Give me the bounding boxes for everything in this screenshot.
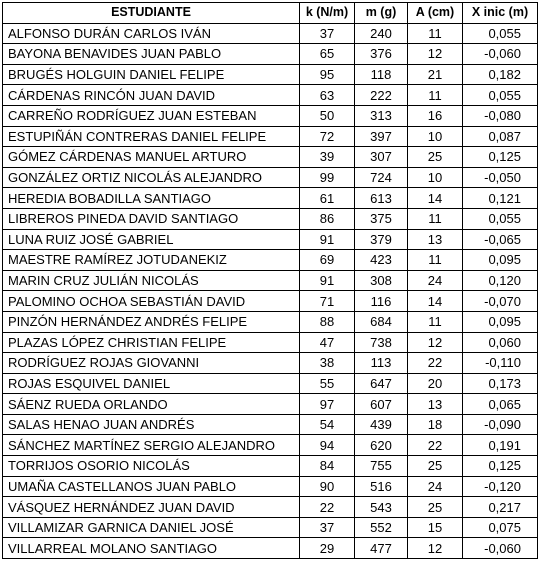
x-inic-cell: 0,217 — [463, 497, 538, 518]
x-inic-cell: 0,055 — [463, 85, 538, 106]
a-cell: 11 — [408, 311, 463, 332]
k-cell: 39 — [300, 147, 355, 168]
table-row — [3, 476, 538, 497]
x-inic-cell: -0,070 — [463, 291, 538, 312]
m-cell: 375 — [355, 208, 408, 229]
x-inic-cell: 0,120 — [463, 270, 538, 291]
student-name-cell: BRUGÉS HOLGUIN DANIEL FELIPE — [3, 64, 300, 85]
k-cell: 55 — [300, 373, 355, 394]
table-row — [3, 373, 538, 394]
x-inic-cell: -0,050 — [463, 167, 538, 188]
student-name-cell: PINZÓN HERNÁNDEZ ANDRÉS FELIPE — [3, 311, 300, 332]
table-row — [3, 105, 538, 126]
x-inic-cell: 0,055 — [463, 23, 538, 44]
k-cell: 71 — [300, 291, 355, 312]
student-name-cell: GONZÁLEZ ORTIZ NICOLÁS ALEJANDRO — [3, 167, 300, 188]
x-inic-cell: -0,080 — [463, 105, 538, 126]
table-row — [3, 311, 538, 332]
student-name-cell: LIBREROS PINEDA DAVID SANTIAGO — [3, 208, 300, 229]
a-cell: 12 — [408, 538, 463, 559]
a-cell: 21 — [408, 64, 463, 85]
k-cell: 84 — [300, 456, 355, 477]
student-name-cell: BAYONA BENAVIDES JUAN PABLO — [3, 44, 300, 65]
student-name-cell: GÓMEZ CÁRDENAS MANUEL ARTURO — [3, 147, 300, 168]
k-cell: 88 — [300, 311, 355, 332]
a-cell: 10 — [408, 167, 463, 188]
k-cell: 94 — [300, 435, 355, 456]
student-name-cell: SÁENZ RUEDA ORLANDO — [3, 394, 300, 415]
header-m: m (g) — [355, 3, 408, 24]
m-cell: 620 — [355, 435, 408, 456]
x-inic-cell: 0,125 — [463, 456, 538, 477]
x-inic-cell: 0,065 — [463, 394, 538, 415]
x-inic-cell: 0,173 — [463, 373, 538, 394]
header-k: k (N/m) — [300, 3, 355, 24]
a-cell: 24 — [408, 476, 463, 497]
a-cell: 25 — [408, 497, 463, 518]
a-cell: 12 — [408, 332, 463, 353]
table-row — [3, 229, 538, 250]
k-cell: 37 — [300, 517, 355, 538]
m-cell: 308 — [355, 270, 408, 291]
x-inic-cell: 0,125 — [463, 147, 538, 168]
x-inic-cell: -0,065 — [463, 229, 538, 250]
k-cell: 65 — [300, 44, 355, 65]
table-row — [3, 435, 538, 456]
table-row — [3, 394, 538, 415]
student-name-cell: MAESTRE RAMÍREZ JOTUDANEKIZ — [3, 250, 300, 271]
table-row — [3, 538, 538, 559]
k-cell: 47 — [300, 332, 355, 353]
m-cell: 379 — [355, 229, 408, 250]
x-inic-cell: -0,060 — [463, 538, 538, 559]
m-cell: 397 — [355, 126, 408, 147]
student-name-cell: PALOMINO OCHOA SEBASTIÁN DAVID — [3, 291, 300, 312]
table-row — [3, 147, 538, 168]
table-row — [3, 456, 538, 477]
student-name-cell: UMAÑA CASTELLANOS JUAN PABLO — [3, 476, 300, 497]
m-cell: 647 — [355, 373, 408, 394]
k-cell: 91 — [300, 270, 355, 291]
table-row — [3, 64, 538, 85]
x-inic-cell: -0,120 — [463, 476, 538, 497]
a-cell: 13 — [408, 229, 463, 250]
header-x-inic: X inic (m) — [463, 3, 538, 24]
a-cell: 13 — [408, 394, 463, 415]
table-row — [3, 188, 538, 209]
k-cell: 99 — [300, 167, 355, 188]
table-row — [3, 517, 538, 538]
table-row — [3, 332, 538, 353]
student-name-cell: SÁNCHEZ MARTÍNEZ SERGIO ALEJANDRO — [3, 435, 300, 456]
student-name-cell: CARREÑO RODRÍGUEZ JUAN ESTEBAN — [3, 105, 300, 126]
m-cell: 607 — [355, 394, 408, 415]
m-cell: 477 — [355, 538, 408, 559]
k-cell: 61 — [300, 188, 355, 209]
student-name-cell: SALAS HENAO JUAN ANDRÉS — [3, 414, 300, 435]
m-cell: 118 — [355, 64, 408, 85]
m-cell: 423 — [355, 250, 408, 271]
m-cell: 439 — [355, 414, 408, 435]
m-cell: 313 — [355, 105, 408, 126]
k-cell: 72 — [300, 126, 355, 147]
table-row — [3, 250, 538, 271]
student-name-cell: TORRIJOS OSORIO NICOLÁS — [3, 456, 300, 477]
x-inic-cell: 0,087 — [463, 126, 538, 147]
k-cell: 38 — [300, 353, 355, 374]
a-cell: 18 — [408, 414, 463, 435]
k-cell: 63 — [300, 85, 355, 106]
k-cell: 69 — [300, 250, 355, 271]
student-name-cell: PLAZAS LÓPEZ CHRISTIAN FELIPE — [3, 332, 300, 353]
m-cell: 516 — [355, 476, 408, 497]
m-cell: 116 — [355, 291, 408, 312]
x-inic-cell: -0,060 — [463, 44, 538, 65]
table-row — [3, 291, 538, 312]
m-cell: 307 — [355, 147, 408, 168]
m-cell: 684 — [355, 311, 408, 332]
table-row — [3, 353, 538, 374]
header-a: A (cm) — [408, 3, 463, 24]
x-inic-cell: 0,182 — [463, 64, 538, 85]
k-cell: 54 — [300, 414, 355, 435]
m-cell: 222 — [355, 85, 408, 106]
a-cell: 22 — [408, 435, 463, 456]
m-cell: 613 — [355, 188, 408, 209]
m-cell: 543 — [355, 497, 408, 518]
table-row — [3, 85, 538, 106]
a-cell: 11 — [408, 208, 463, 229]
x-inic-cell: -0,110 — [463, 353, 538, 374]
k-cell: 22 — [300, 497, 355, 518]
m-cell: 376 — [355, 44, 408, 65]
a-cell: 11 — [408, 85, 463, 106]
k-cell: 86 — [300, 208, 355, 229]
a-cell: 20 — [408, 373, 463, 394]
student-name-cell: VILLARREAL MOLANO SANTIAGO — [3, 538, 300, 559]
table-body — [3, 23, 538, 558]
x-inic-cell: -0,090 — [463, 414, 538, 435]
a-cell: 11 — [408, 250, 463, 271]
k-cell: 29 — [300, 538, 355, 559]
a-cell: 11 — [408, 23, 463, 44]
a-cell: 25 — [408, 147, 463, 168]
k-cell: 37 — [300, 23, 355, 44]
student-name-cell: VILLAMIZAR GARNICA DANIEL JOSÉ — [3, 517, 300, 538]
m-cell: 755 — [355, 456, 408, 477]
a-cell: 12 — [408, 44, 463, 65]
student-name-cell: RODRÍGUEZ ROJAS GIOVANNI — [3, 353, 300, 374]
x-inic-cell: 0,095 — [463, 311, 538, 332]
x-inic-cell: 0,121 — [463, 188, 538, 209]
a-cell: 14 — [408, 188, 463, 209]
m-cell: 552 — [355, 517, 408, 538]
m-cell: 724 — [355, 167, 408, 188]
table-row — [3, 497, 538, 518]
x-inic-cell: 0,191 — [463, 435, 538, 456]
x-inic-cell: 0,055 — [463, 208, 538, 229]
k-cell: 50 — [300, 105, 355, 126]
k-cell: 97 — [300, 394, 355, 415]
table-row — [3, 270, 538, 291]
a-cell: 24 — [408, 270, 463, 291]
table-row — [3, 44, 538, 65]
x-inic-cell: 0,095 — [463, 250, 538, 271]
student-name-cell: ROJAS ESQUIVEL DANIEL — [3, 373, 300, 394]
header-student: ESTUDIANTE — [3, 3, 300, 24]
a-cell: 22 — [408, 353, 463, 374]
k-cell: 90 — [300, 476, 355, 497]
table-row — [3, 167, 538, 188]
student-name-cell: HEREDIA BOBADILLA SANTIAGO — [3, 188, 300, 209]
a-cell: 16 — [408, 105, 463, 126]
student-name-cell: ESTUPIÑÁN CONTRERAS DANIEL FELIPE — [3, 126, 300, 147]
a-cell: 15 — [408, 517, 463, 538]
x-inic-cell: 0,060 — [463, 332, 538, 353]
student-name-cell: MARIN CRUZ JULIÁN NICOLÁS — [3, 270, 300, 291]
student-name-cell: ALFONSO DURÁN CARLOS IVÁN — [3, 23, 300, 44]
m-cell: 113 — [355, 353, 408, 374]
header-row — [3, 3, 538, 24]
student-name-cell: VÁSQUEZ HERNÁNDEZ JUAN DAVID — [3, 497, 300, 518]
a-cell: 14 — [408, 291, 463, 312]
students-table — [2, 2, 538, 559]
a-cell: 10 — [408, 126, 463, 147]
student-name-cell: CÁRDENAS RINCÓN JUAN DAVID — [3, 85, 300, 106]
x-inic-cell: 0,075 — [463, 517, 538, 538]
student-name-cell: LUNA RUIZ JOSÉ GABRIEL — [3, 229, 300, 250]
table-row — [3, 208, 538, 229]
m-cell: 738 — [355, 332, 408, 353]
a-cell: 25 — [408, 456, 463, 477]
table-row — [3, 126, 538, 147]
k-cell: 95 — [300, 64, 355, 85]
table-row — [3, 414, 538, 435]
m-cell: 240 — [355, 23, 408, 44]
table-row — [3, 23, 538, 44]
k-cell: 91 — [300, 229, 355, 250]
